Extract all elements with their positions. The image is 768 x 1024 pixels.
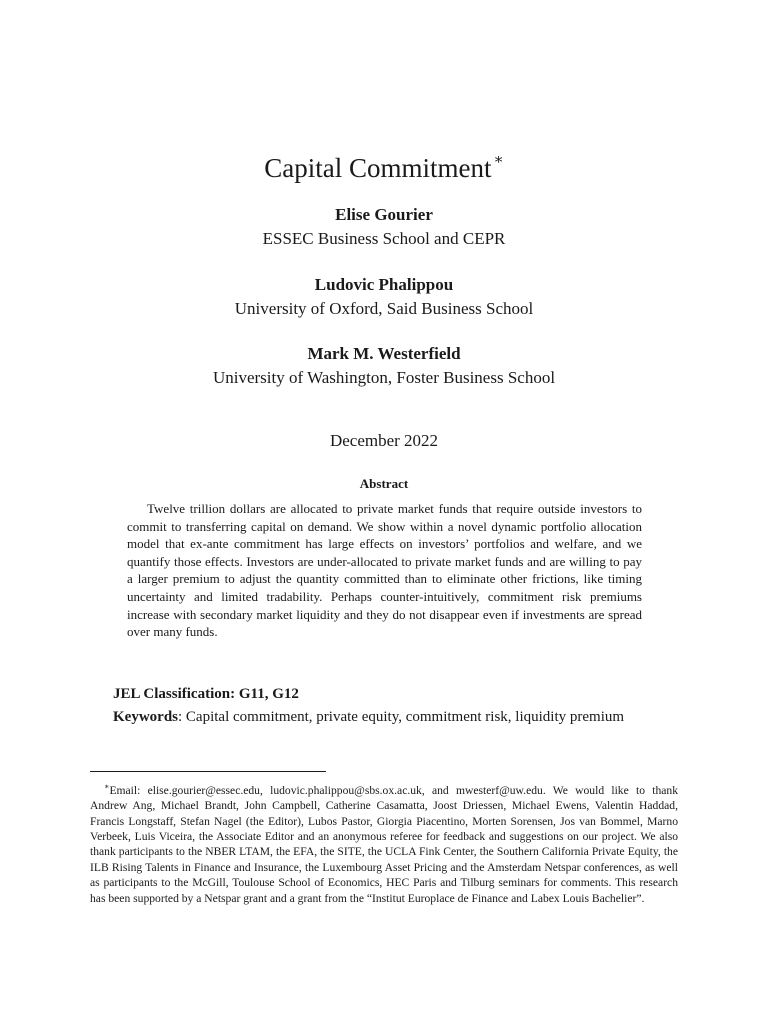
keywords-line <box>113 707 693 727</box>
keywords-list: : Capital commitment, private equity, commitment risk, liquidity premium <box>178 709 625 725</box>
footnote <box>90 779 678 906</box>
author-affiliation: University of Oxford, Said Business School <box>234 299 534 318</box>
author-block-3 <box>0 343 768 389</box>
paper-date: December 2022 <box>329 431 439 450</box>
jel-classification <box>113 684 299 704</box>
jel-codes: G11, G12 <box>238 686 299 702</box>
footnote-text: Email: elise.gourier@essec.edu, ludovic.phalippou@sbs.ox.ac.uk, and mwesterf@uw.edu. We would like to thank Andrew Ang, Michael Brandt, John Campbell, Catherine Casamatta, Joost Driessen, Michael Ewens, Valentin Haddad, Francis Longstaff, Stefan Nagel (the Editor), Lubos Pastor, Giorgia Piacentino, Morten Sorensen, Jos van Bommel, Marno Verbeek, Luis Viceira, the Associate Editor and an anonymous referee for feedback and suggestions on our project. We also thank participants to the NBER LTAM, the EFA, the SITE, the UCLA Fink Center, the Southern California Private Equity, the ILB Rising Talents in Finance and Insurance, the Luxembourg Asset Pricing and the Amsterdam Netspar conferences, as well as participants to the McGill, Toulouse School of Economics, HEC Paris and Tilburg seminars for comments. This research has been supported by a Netspar grant and a grant from the “Institut Europlace de Finance and Labex Louis Bachelier”. <box>90 783 678 905</box>
paper-title: Capital Commitment <box>264 153 492 183</box>
author-block-2 <box>0 274 768 320</box>
footnote-divider <box>90 771 326 772</box>
title-footnote-marker: ∗ <box>493 152 504 168</box>
author-name: Elise Gourier <box>335 205 433 224</box>
jel-label: JEL Classification: <box>113 686 236 702</box>
author-block-1 <box>0 204 768 250</box>
abstract-text: Twelve trillion dollars are allocated to private market funds that require outside investors to commit to transferring capital on demand. We show within a novel dynamic portfolio allocation model that ex-ante commitment has large effects on investors’ portfolios and welfare, and we quantify those effects. Investors are under-allocated to private market funds and are willing to pay a larger premium to adjust the quantity committed than to eliminate other frictions, like timing uncertainty and limited tradability. Perhaps counter-intuitively, commitment risk premiums increase with secondary market liquidity and they do not disappear even if investments are spread over many funds. <box>127 501 642 640</box>
paper-title-block <box>0 146 768 185</box>
footnote-marker: ∗ <box>104 782 110 791</box>
abstract-heading: Abstract <box>359 476 409 491</box>
author-affiliation: University of Washington, Foster Business School <box>212 368 556 387</box>
keywords-label: Keywords <box>113 709 178 725</box>
author-name: Ludovic Phalippou <box>314 275 454 294</box>
author-affiliation: ESSEC Business School and CEPR <box>262 229 506 248</box>
author-name: Mark M. Westerfield <box>307 344 461 363</box>
